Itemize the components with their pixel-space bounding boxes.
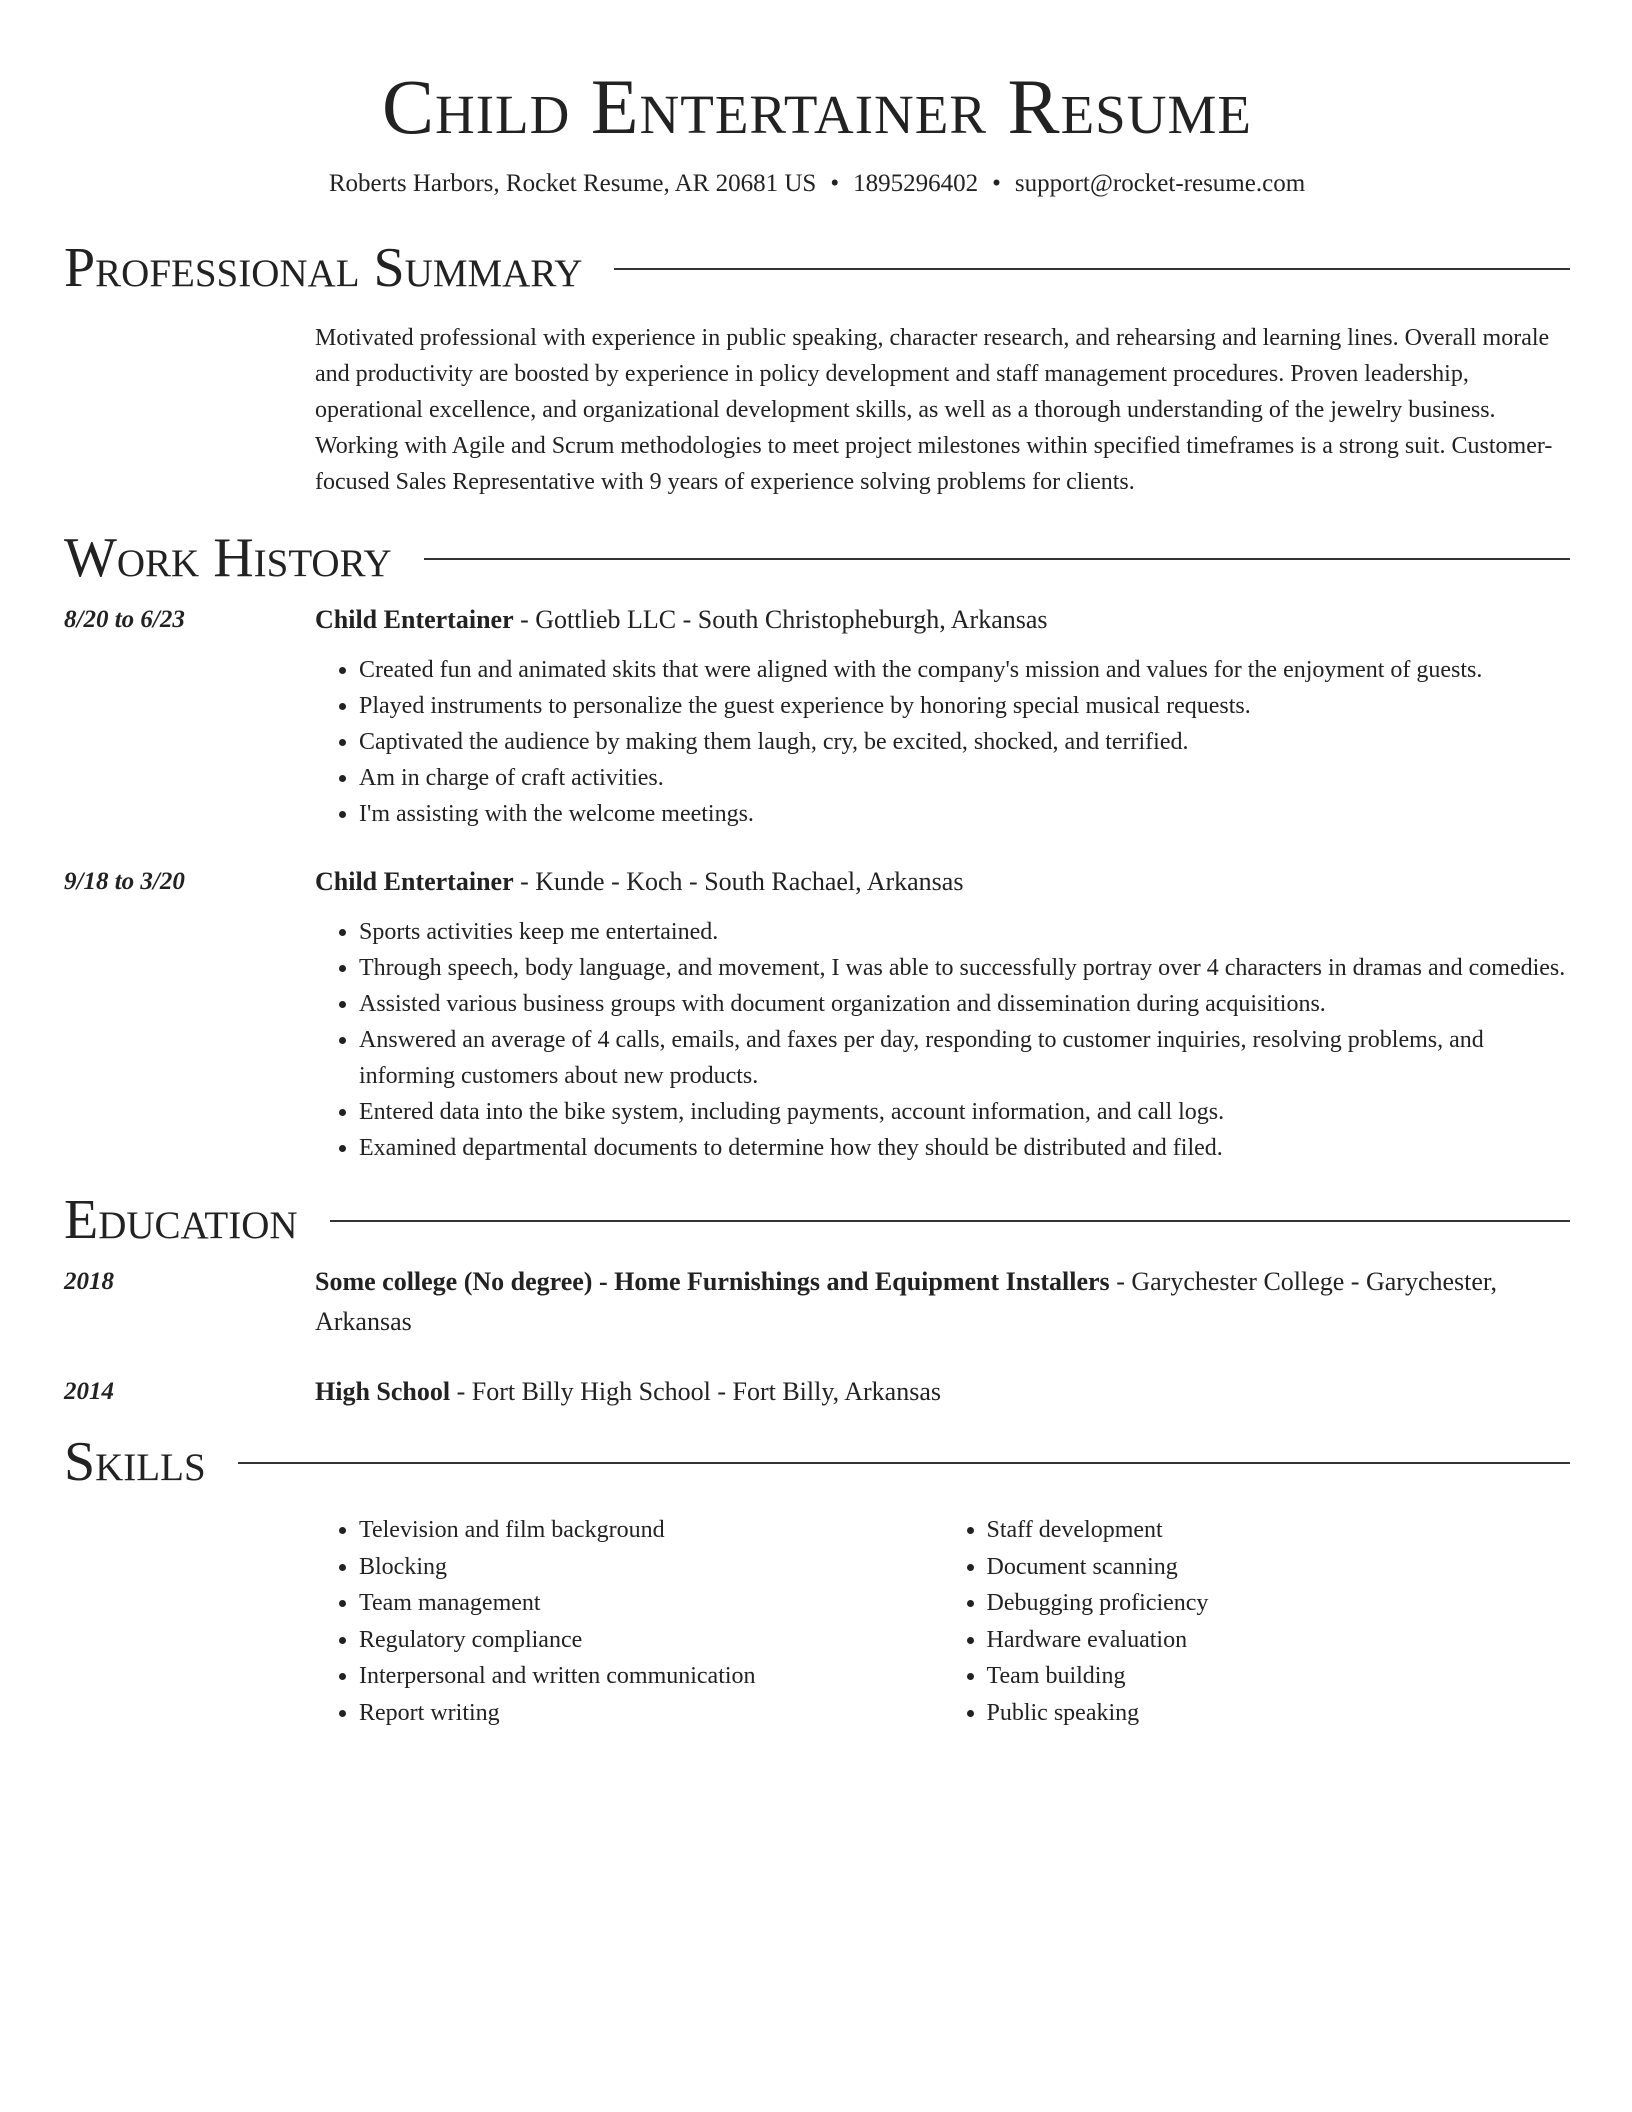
job-heading [315,862,1570,902]
skill-item: • Blocking [359,1549,943,1586]
skill-item: • Report writing [359,1695,943,1732]
skill-item: • Television and film background [359,1512,943,1549]
list-item: • I'm assisting with the welcome meetings. [359,796,1570,832]
education-heading-line [315,1372,1570,1412]
list-item: • Am in charge of craft activities. [359,760,1570,796]
skill-item: • Document scanning [987,1549,1571,1586]
education-year: 2018 [64,1268,114,1295]
education-degree: Some college (No degree) - Home Furnishings and Equipment Installers [315,1267,1110,1296]
list-item: • Examined departmental documents to determine how they should be distributed and filed. [359,1130,1570,1166]
skill-item: • Regulatory compliance [359,1622,943,1659]
education-school: - Garychester College - Garychester, Arkansas [315,1267,1498,1336]
education-heading: Education [64,1189,298,1251]
work-heading: Work History [64,527,392,589]
job-employer: - Gottlieb LLC - South Christopheburgh, Arkansas [513,605,1048,634]
skill-item: • Staff development [987,1512,1571,1549]
contact-line [64,166,1570,202]
summary-heading: Professional Summary [64,237,583,299]
resume-title: Child Entertainer Resume [382,63,1252,150]
education-entry [64,1262,1570,1342]
section-divider [614,268,1570,270]
skills-column-left [315,1512,943,1731]
list-item: • Through speech, body language, and movement, I was able to successfully portray over 4 characters in dramas and comedies. [359,950,1570,986]
list-item: • Captivated the audience by making them laugh, cry, be excited, shocked, and terrified. [359,724,1570,760]
contact-phone: 1895296402 [853,170,979,197]
contact-email: support@rocket-resume.com [1014,170,1306,197]
skill-item: • Team building [987,1658,1571,1695]
job-entry [64,600,1570,832]
job-dates: 9/18 to 3/20 [64,868,185,895]
skill-item: • Team management [359,1585,943,1622]
summary-text: Motivated professional with experience in public speaking, character research, and rehearsing and learning lines. Overall morale and productivity are boosted by experience in policy development and staff management procedures. Proven leadership, operational excellence, and organizational development skills, as well as a thorough understanding of the jewelry business. Working with Agile and Scrum methodologies to meet project milestones within specified timeframes is a strong suit. Customer-focused Sales Representative with 9 years of experience solving problems for clients. [315,325,1553,495]
section-divider [238,1462,1570,1464]
list-item: • Answered an average of 4 calls, emails, and faxes per day, responding to customer inquiries, resolving problems, and informing customers about new products. [359,1022,1570,1094]
skill-item: • Public speaking [987,1695,1571,1732]
job-employer: - Kunde - Koch - South Rachael, Arkansas [513,867,964,896]
contact-address: Roberts Harbors, Rocket Resume, AR 20681 US [328,170,817,197]
contact-separator: • [992,170,1001,197]
job-body [315,600,1570,832]
job-duties [315,914,1570,1166]
education-degree: High School [315,1377,451,1406]
contact-separator: • [830,170,840,197]
job-title: Child Entertainer [315,867,514,896]
list-item: • Played instruments to personalize the guest experience by honoring special musical requests. [359,688,1570,724]
resume-page [64,0,1570,1731]
list-item: • Sports activities keep me entertained. [359,914,1570,950]
skills-column-right [943,1512,1571,1731]
education-body [315,1372,1570,1412]
work-section-header [64,526,1570,590]
job-title: Child Entertainer [315,605,514,634]
skill-item: • Interpersonal and written communication [359,1658,943,1695]
job-duties [315,652,1570,832]
job-entry [64,862,1570,1166]
education-heading-line [315,1262,1570,1342]
job-dates: 8/20 to 6/23 [64,606,185,633]
skills-heading: Skills [64,1431,206,1493]
section-divider [424,558,1570,560]
summary-section-header [64,236,1570,300]
job-body [315,862,1570,1166]
skill-item: • Debugging proficiency [987,1585,1571,1622]
education-year: 2014 [64,1378,114,1405]
education-body [315,1262,1570,1342]
list-item: • Assisted various business groups with document organization and dissemination during acquisitions. [359,986,1570,1022]
section-divider [330,1220,1570,1222]
list-item: • Entered data into the bike system, including payments, account information, and call logs. [359,1094,1570,1130]
list-item: • Created fun and animated skits that were aligned with the company's mission and values for the enjoyment of guests. [359,652,1570,688]
education-school: - Fort Billy High School - Fort Billy, Arkansas [450,1377,941,1406]
education-entry [64,1372,1570,1412]
skills-list [315,1512,1570,1731]
education-section-header [64,1188,1570,1252]
job-heading [315,600,1570,640]
skills-section-header [64,1430,1570,1494]
skill-item: • Hardware evaluation [987,1622,1571,1659]
